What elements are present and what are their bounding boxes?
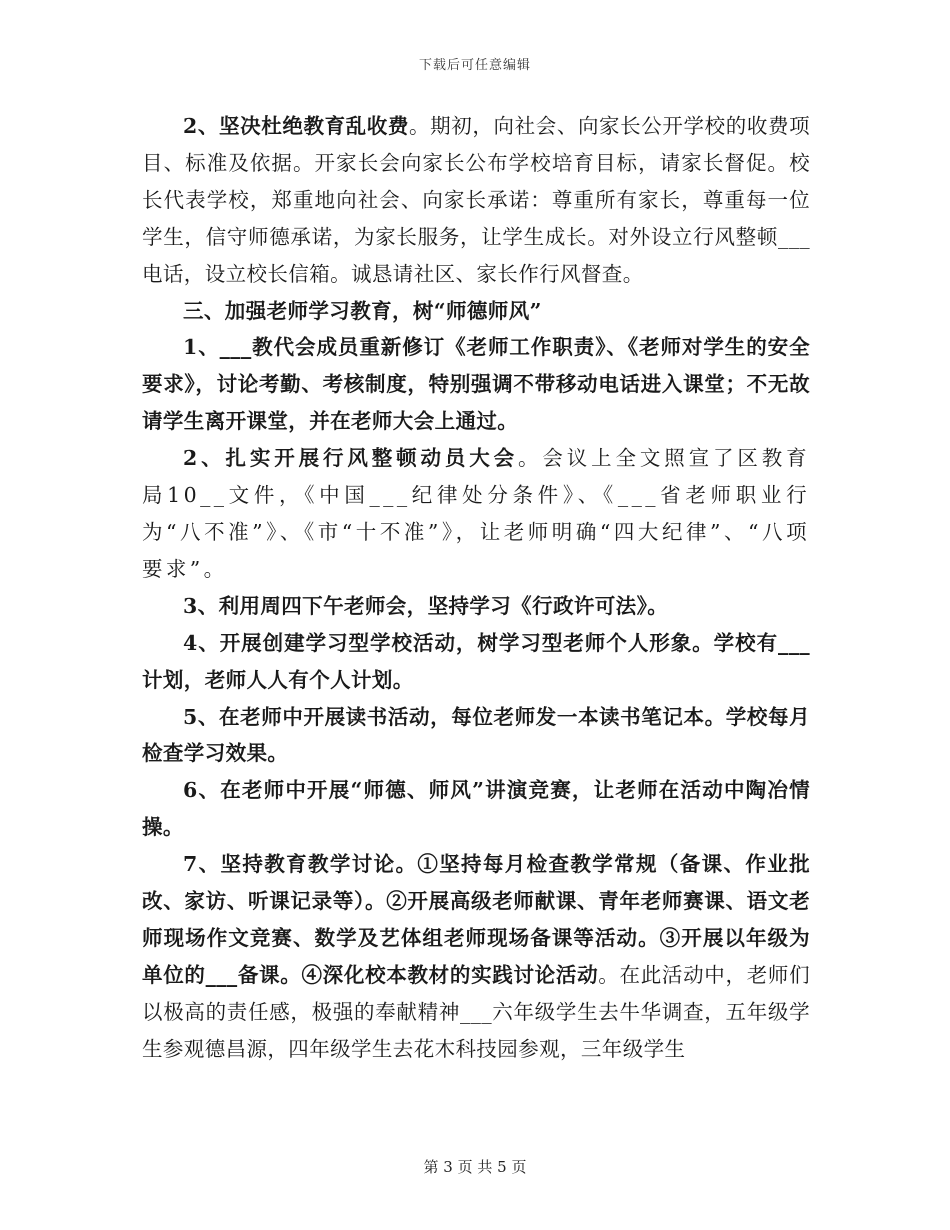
paragraph-text: 4、开展创建学习型学校活动，树学习型老师个人形象。学校有___计划，老师人人有个人计划。 [142,630,810,692]
paragraph-heading: 2、扎实开展行风整顿动员大会 [183,446,518,471]
paragraph-thursday-study [142,588,810,625]
section-title: 三、加强老师学习教育，树“师德师风” [183,298,542,323]
paragraph-text: 。在此活动中，老师们以极高的责任感，极强的奉献精神___六年级学生去牛华调查，五年级学生参观德昌源，四年级学生去花木科技园参观，三年级学生 [142,962,811,1061]
paragraph-text: 。会议上全文照宣了区教育局10__文件，《中国___纪律处分条件》、《___省老师职业行为“八不准”》、《市“十不准”》，让老师明确“四大纪律”、“八项要求”。 [142,446,810,581]
paragraph-fee-control [142,108,810,293]
paragraph-speech-contest [142,772,810,846]
paragraph-learning-school [142,625,810,699]
paragraph-reading-activity [142,699,810,773]
paragraph-text: 。期初，向社会、向家长公开学校的收费项目、标准及依据。开家长会向家长公布学校培育目标，请家长督促。校长代表学校，郑重地向社会、向家长承诺：尊重所有家长，尊重每一位学生，信守师德承诺，为家长服务，让学生成长。对外设立行风整顿___电话，设立校长信箱。诚恳请社区、家长作行风督查。 [142,114,810,286]
paragraph-text: 1、___教代会成员重新修订《老师工作职责》、《老师对学生的安全要求》，讨论考勤、考核制度，特别强调不带移动电话进入课堂；不无故请学生离开课堂，并在老师大会上通过。 [142,335,810,434]
paragraph-text: 6、在老师中开展“师德、师风”讲演竞赛，让老师在活动中陶冶情操。 [142,778,810,840]
paragraph-heading: 7、坚持教育教学讨论。①坚持每月检查教学常规（备课、作业批改、家访、听课记录等）。②开展高级老师献课、青年老师赛课、语文老师现场作文竞赛、数学及艺体组老师现场备课等活动。③开展以年级为单位的___备课。④深化校本教材的实践讨论活动 [142,852,810,987]
paragraph-revise-duties [142,329,810,440]
paragraph-mobilization-meeting [142,440,810,588]
paragraph-text: 3、利用周四下午老师会，坚持学习《行政许可法》。 [183,593,669,618]
page-header: 下载后可任意编辑 [418,58,531,73]
paragraph-heading: 2、坚决杜绝教育乱收费 [183,114,410,138]
page-number: 第 3 页 共 5 页 [423,1158,527,1176]
document-body [142,108,810,1068]
section-heading [142,293,810,330]
paragraph-teaching-research [142,846,810,1067]
paragraph-text: 5、在老师中开展读书活动，每位老师发一本读书笔记本。学校每月检查学习效果。 [142,704,810,766]
